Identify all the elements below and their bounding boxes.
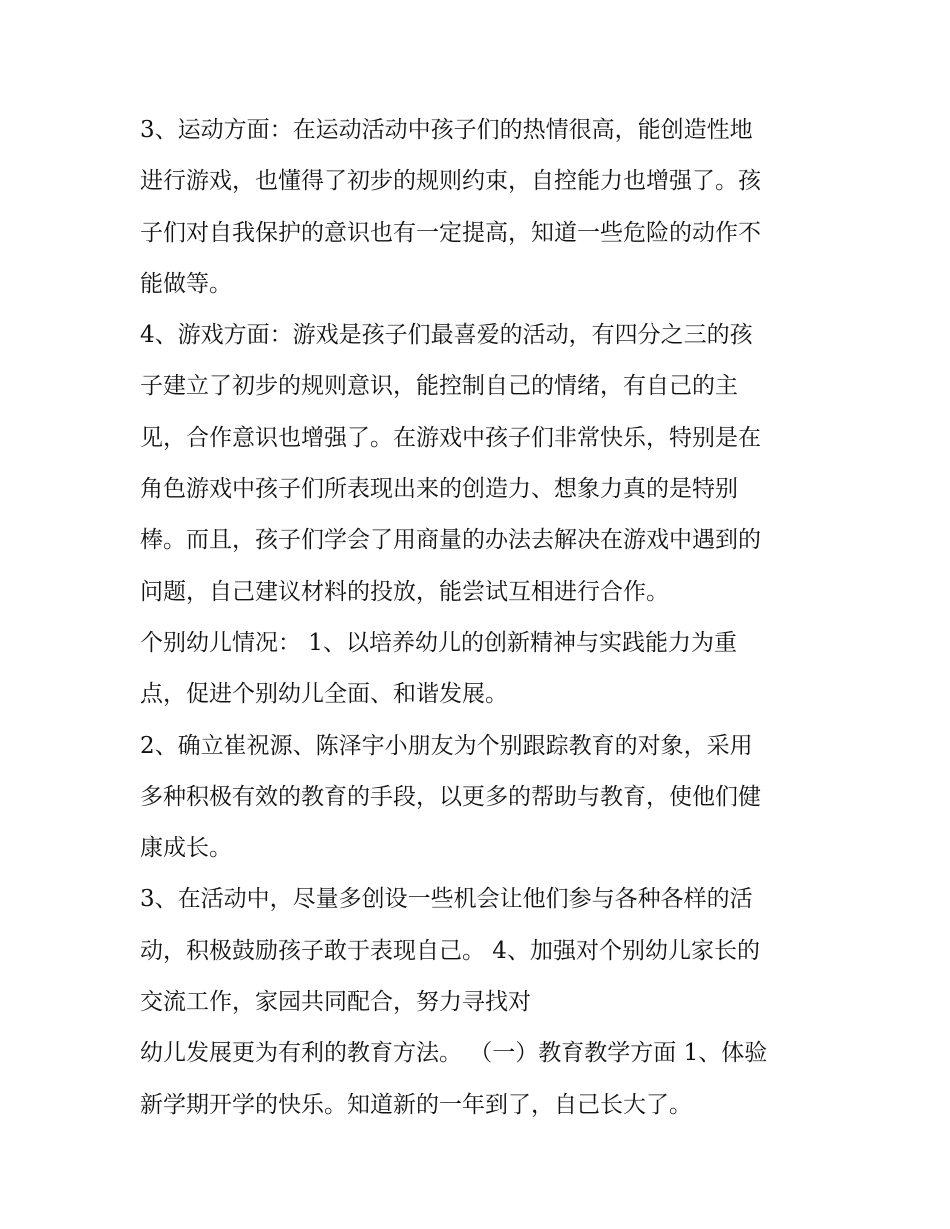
text-line-14: 多种积极有效的教育的手段，以更多的帮助与教育，使他们健 bbox=[140, 783, 761, 810]
text-line-11: 个别幼儿情况： 1、以培养幼儿的创新精神与实践能力为重 bbox=[140, 629, 737, 656]
text-line-8: 角色游戏中孩子们所表现出来的创造力、想象力真的是特别 bbox=[140, 476, 738, 503]
text-line-9: 棒。而且，孩子们学会了用商量的办法去解决在游戏中遇到的 bbox=[140, 527, 761, 554]
text-line-3: 子们对自我保护的意识也有一定提高，知道一些危险的动作不 bbox=[140, 219, 761, 246]
text-line-16: 3、在活动中，尽量多创设一些机会让他们参与各种各样的活 bbox=[140, 886, 753, 913]
text-line-7: 见，合作意识也增强了。在游戏中孩子们非常快乐，特别是在 bbox=[140, 424, 761, 451]
text-line-18: 交流工作，家园共同配合，努力寻找对 bbox=[140, 989, 531, 1016]
text-line-5: 4、游戏方面：游戏是孩子们最喜爱的活动，有四分之三的孩 bbox=[140, 322, 753, 349]
text-line-12: 点，促进个别幼儿全面、和谐发展。 bbox=[140, 681, 508, 708]
text-line-1: 3、运动方面：在运动活动中孩子们的热情很高，能创造性地 bbox=[140, 117, 753, 143]
text-line-20: 新学期开学的快乐。知道新的一年到了，自己长大了。 bbox=[140, 1091, 692, 1118]
text-line-15: 康成长。 bbox=[140, 835, 232, 862]
text-line-4: 能做等。 bbox=[140, 270, 232, 297]
text-line-19: 幼儿发展更为有利的教育方法。 （一）教育教学方面 1、体验 bbox=[140, 1040, 768, 1067]
document-body bbox=[140, 111, 830, 1137]
text-line-13: 2、确立崔祝源、陈泽宇小朋友为个别跟踪教育的对象，采用 bbox=[140, 732, 753, 759]
text-line-17: 动，积极鼓励孩子敢于表现自己。 4、加强对个别幼儿家长的 bbox=[140, 937, 760, 964]
text-line-6: 子建立了初步的规则意识，能控制自己的情绪，有自己的主 bbox=[140, 373, 738, 400]
text-line-2: 进行游戏，也懂得了初步的规则约束，自控能力也增强了。孩 bbox=[140, 168, 761, 195]
text-line-10: 问题，自己建议材料的投放，能尝试互相进行合作。 bbox=[140, 578, 669, 605]
